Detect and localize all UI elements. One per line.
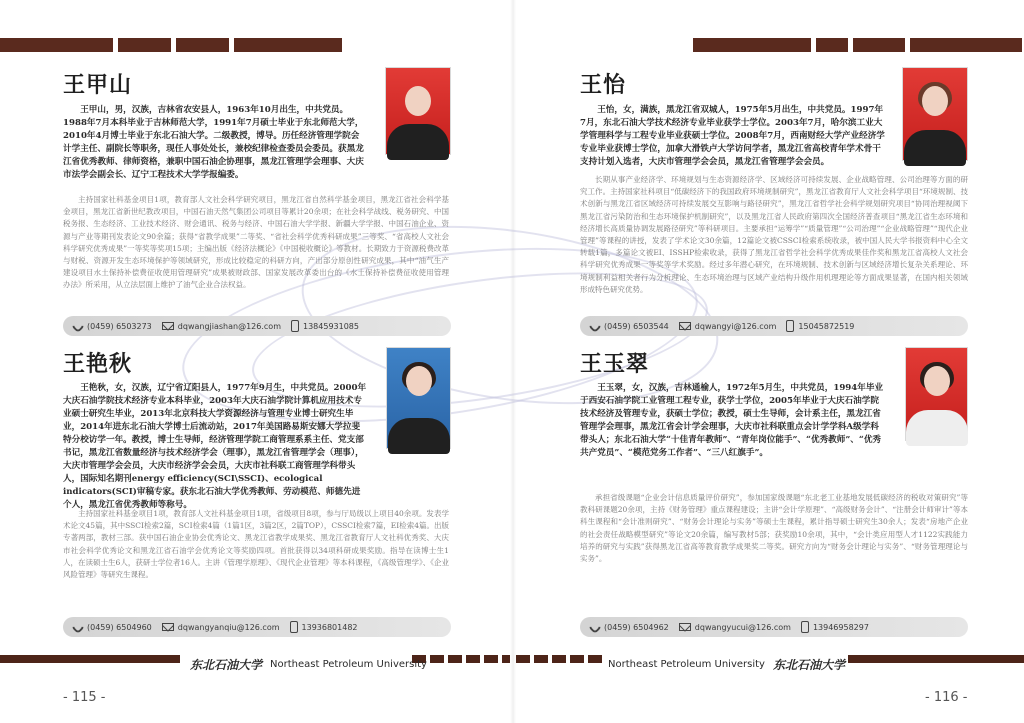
top-bar-segment	[118, 38, 171, 52]
profile-bio-summary: 王艳秋，女，汉族，辽宁省辽阳县人，1977年9月生，中共党员。2000年大庆石油学院技术经济专业本科毕业，2003年大庆石油学院计算机应用技术专业硕士研究生毕业，2013年北京科技大学资源经济与管理专业博士研究生毕业，2014年进东北石油大学博士后流动站，2017年美国路易斯安娜大学拉斐特分校访学一年。教授，博士生导师，经济管理学院工商管理系系主任、党支部书记，黑龙江省数量经济与技术经济学会（理事），黑龙江省管理学会（理事），大庆市管理学会会员，大庆市经济学会会员，大庆市社科联工商管理学科带头人，国际知名期刊energy efficiency(SCI\SSCI)、ecological indicators(SCI)审稿专家。获东北石油大学优秀教师、劳动模范、师德先进个人，黑龙江省优秀教师等称号。	[63, 383, 367, 510]
profile-photo	[905, 347, 968, 441]
phone-number: (0459) 6504960	[87, 622, 152, 632]
contact-phone	[73, 321, 152, 331]
photo-head	[406, 366, 432, 396]
contact-mobile	[290, 621, 358, 633]
top-bar-segment	[176, 38, 229, 52]
profile-name: 王艳秋	[63, 351, 133, 377]
university-name-en: Northeast Petroleum University	[270, 659, 427, 670]
email-address[interactable]: dqwangjiashan@126.com	[177, 321, 281, 331]
photo-head	[405, 86, 431, 116]
bottom-band-right	[848, 655, 1024, 663]
profile-name: 王怡	[580, 72, 627, 98]
photo-head	[924, 366, 950, 396]
top-bar-segment	[0, 38, 113, 52]
contact-email[interactable]	[162, 322, 281, 331]
email-address[interactable]: dqwangyanqiu@126.com	[177, 622, 280, 632]
photo-suit	[904, 130, 966, 166]
contact-bar	[580, 617, 968, 637]
university-logo-cn: 东北石油大学	[190, 658, 263, 672]
contact-email[interactable]	[679, 623, 791, 632]
contact-bar	[63, 617, 451, 637]
mobile-number: 13845931085	[303, 321, 359, 331]
contact-email[interactable]	[679, 322, 777, 331]
top-bar-segment	[853, 38, 905, 52]
page-number-left: - 115 -	[63, 690, 106, 705]
page-number-right: - 116 -	[925, 690, 968, 705]
profile-bio-detail: 主持国家社科基金项目1项，教育部人文社科基金项目1项，省级项目8项，参与厅局级以上项目40余项。发表学术论文45篇，其中SSCI检索2篇，SCI检索4篇（1篇1区，3篇2区，2篇TOP），CSSCI检索7篇，EI检索4篇。出版专著两部，教材三部。获中国石油企业协会优秀论文、黑龙江省教学成果奖、黑龙江省教育厅人文社科优秀奖、大庆市社会科学优秀论文和黑龙江省石油学会优秀论文等奖励四项。首批获得以34项科研成果奖励。指导在读博士生1人，在读硕士生6人，获研士学位者16人。主讲《管理学原理》、《现代企业管理》等本科课程，《高级管理学》、《企业风险管理》等研究生课程。	[63, 509, 449, 580]
profile-bio-summary: 王玉翠，女，汉族，吉林通榆人，1972年5月生，中共党员，1994年毕业于西安石油学院工业管理工程专业，获学士学位，2005年毕业于大庆石油学院技术经济及管理专业，获硕士学位；教授，硕士生导师，会计系主任，黑龙江省管理学会理事，黑龙江省会计学会理事，大庆市社科联重点会计学学科A级学科带头人；东北石油大学“十佳青年教师”、“青年岗位能手”、“优秀教师”、“优秀共产党员”、“模范党务工作者”、“三八红旗手”。	[580, 383, 884, 458]
phone-icon	[588, 620, 602, 634]
top-bar-segment	[234, 38, 342, 52]
profile-bio-detail: 承担省级课题“企业会计信息质量评价研究”，参加国家级课题“东北老工业基地发展低碳经济的税收对策研究”等教科研课题20余项，主持《财务管理》重点课程建设；主讲“会计学原理”、“高级财务会计”、“注册会计师审计”等本科生课程和“会计准则研究”、“财务会计理论与实务”等硕士生课程，累计指导硕士研究生30余人；发表“房地产企业的社会责任战略模型研究”等论文20余篇，编写教材5部；获奖励10余项，其中，“会计类应用型人才1122实践能力培养的研究与实践”获得黑龙江省高等教育教学成果奖二等奖。研究方向为“财务会计理论与实务”、“财务管理理论与实务”。	[580, 493, 968, 564]
contact-mobile	[291, 320, 359, 332]
photo-suit	[906, 410, 968, 446]
mail-icon	[679, 623, 691, 631]
profile-bio-detail: 主持国家社科基金项目1项，教育部人文社会科学研究项目，黑龙江省自然科学基金项目，黑龙江省社会科学基金项目，黑龙江省新世纪教改项目，中国石油天然气集团公司项目等累计20余项；在社会科学战线、税务研究、中国税务报、生态经济、工业技术经济、财会通讯、税务与经济、中国石油大学学报、新疆大学学报、中国石油企业、资源与产业等期刊发表论文90余篇；获得“省教学成果”二等奖、“省社会科学优秀科研成果”三等奖、“省高校人文社会科学研究优秀成果”一等奖等奖项15项；主编出版《经济法概论》《中国税收概论》等教材。长期致力于资源税费改革与财税、资源开发生态环境保护等领域研究，形成比较稳定的科研方向，产出部分原创性研究成果，其中“油气生产建设项目水土保持补偿费征收使用管理研究”成果被财政部、国家发展改革委出台的《水土保持补偿费征收使用管理办法》所采用，从立法层面上维护了油气企业合法权益。	[63, 195, 449, 290]
contact-email[interactable]	[162, 623, 280, 632]
phone-icon	[71, 620, 85, 634]
profile-photo	[386, 347, 451, 449]
contact-phone	[590, 321, 669, 331]
phone-icon	[588, 319, 602, 333]
contact-bar	[63, 316, 451, 336]
mail-icon	[679, 322, 691, 330]
top-bar-segment	[910, 38, 1022, 52]
phone-number: (0459) 6503273	[87, 321, 152, 331]
mobile-icon	[801, 621, 809, 633]
university-brand-left	[190, 656, 427, 673]
mobile-icon	[786, 320, 794, 332]
mail-icon	[162, 623, 174, 631]
bottom-band-left	[0, 655, 180, 663]
profile-photo	[385, 67, 451, 155]
contact-bar	[580, 316, 968, 336]
photo-head	[922, 86, 948, 116]
mobile-icon	[291, 320, 299, 332]
top-bars-right	[693, 38, 1022, 52]
phone-number: (0459) 6503544	[604, 321, 669, 331]
email-address[interactable]: dqwangyucui@126.com	[694, 622, 791, 632]
top-bar-segment	[816, 38, 848, 52]
university-name-en: Northeast Petroleum University	[608, 659, 765, 670]
phone-icon	[71, 319, 85, 333]
top-bars-left	[0, 38, 342, 52]
contact-mobile	[786, 320, 854, 332]
profile-name: 王玉翠	[580, 351, 650, 377]
contact-phone	[73, 622, 152, 632]
phone-number: (0459) 6504962	[604, 622, 669, 632]
profile-name: 王甲山	[63, 72, 133, 98]
bottom-band-right-dots	[516, 655, 602, 663]
photo-suit	[388, 418, 450, 454]
mobile-icon	[290, 621, 298, 633]
top-bar-segment	[693, 38, 811, 52]
mobile-number: 13936801482	[301, 622, 358, 632]
mail-icon	[162, 322, 174, 330]
profile-bio-summary: 王甲山，男，汉族，吉林省农安县人，1963年10月出生，中共党员。1988年7月本科毕业于吉林师范大学，1991年7月硕士毕业于东北师范大学，2010年4月博士毕业于东北石油大学。二级教授，博导。历任经济管理学院会计学主任、副院长等职务，现任人事处处长，兼校纪律检查委员会委员。获黑龙江省优秀教师、律师资格，兼职中国石油企协理事，黑龙江管理学会理事、大庆市法学会副会长、辽宁工程技术大学学报编委。	[63, 105, 364, 180]
profile-bio-detail: 长期从事产业经济学、环境规划与生态资源经济学、区域经济可持续发展、企业战略管理、公司治理等方面的研究工作。主持国家社科项目“低碳经济下的我国政府环境规制研究”，黑龙江省教育厅人文社会科学项目“环境规制、技术创新与黑龙江省区域经济可持续发展交互影响与路径研究”，黑龙江省哲学社会科学规划研究项目“协同治理视阈下黑龙江省污染防治和生态环境保护机制研究”，以及黑龙江省人民政府第四次全国经济普查项目“黑龙江省生态环境和经济增长高质量协调发展路径研究”等科研项目。主要承担“运筹学”“质量管理”“公司治理”“企业战略管理”“现代企业管理”等课程的讲授，发表了学术论文30余篇，12篇论文被CSSCI检索系统收录，被中国人民大学书报资料中心全文转载1篇，多篇论文被EI、ISSHP检索收录，获得了黑龙江省哲学社会科学优秀成果佳作奖和黑龙江省高校人文社会科学研究优秀成果一等奖等学术奖励。经过多年潜心研究，在环境规制、技术创新与区域经济增长复杂关系理论、环境规制利益相关者行为分析理论、生态环境治理与区域产业结构升级作用机理理论等方面成果显著，在国内相关领域形成特色研究优势。	[580, 175, 968, 294]
university-brand-right	[608, 656, 845, 673]
profile-bio-summary: 王怡，女，满族，黑龙江省双城人，1975年5月出生，中共党员。1997年7月，东北石油大学技术经济专业毕业获学士学位。2003年7月，哈尔滨工业大学管理科学与工程专业毕业获硕士学位。2008年7月，西南财经大学产业经济学专业毕业获博士学位，加拿大滑铁卢大学访问学者，黑龙江省高校青年学术骨干支持计划入选者，大庆市管理学会会员，黑龙江省管理学会会员。	[580, 105, 885, 167]
profile-photo	[902, 67, 968, 161]
mobile-number: 13946958297	[812, 622, 869, 632]
photo-suit	[387, 124, 449, 160]
contact-mobile	[801, 621, 869, 633]
contact-phone	[590, 622, 669, 632]
mobile-number: 15045872519	[798, 321, 855, 331]
university-logo-cn: 东北石油大学	[772, 658, 845, 672]
email-address[interactable]: dqwangyi@126.com	[694, 321, 777, 331]
